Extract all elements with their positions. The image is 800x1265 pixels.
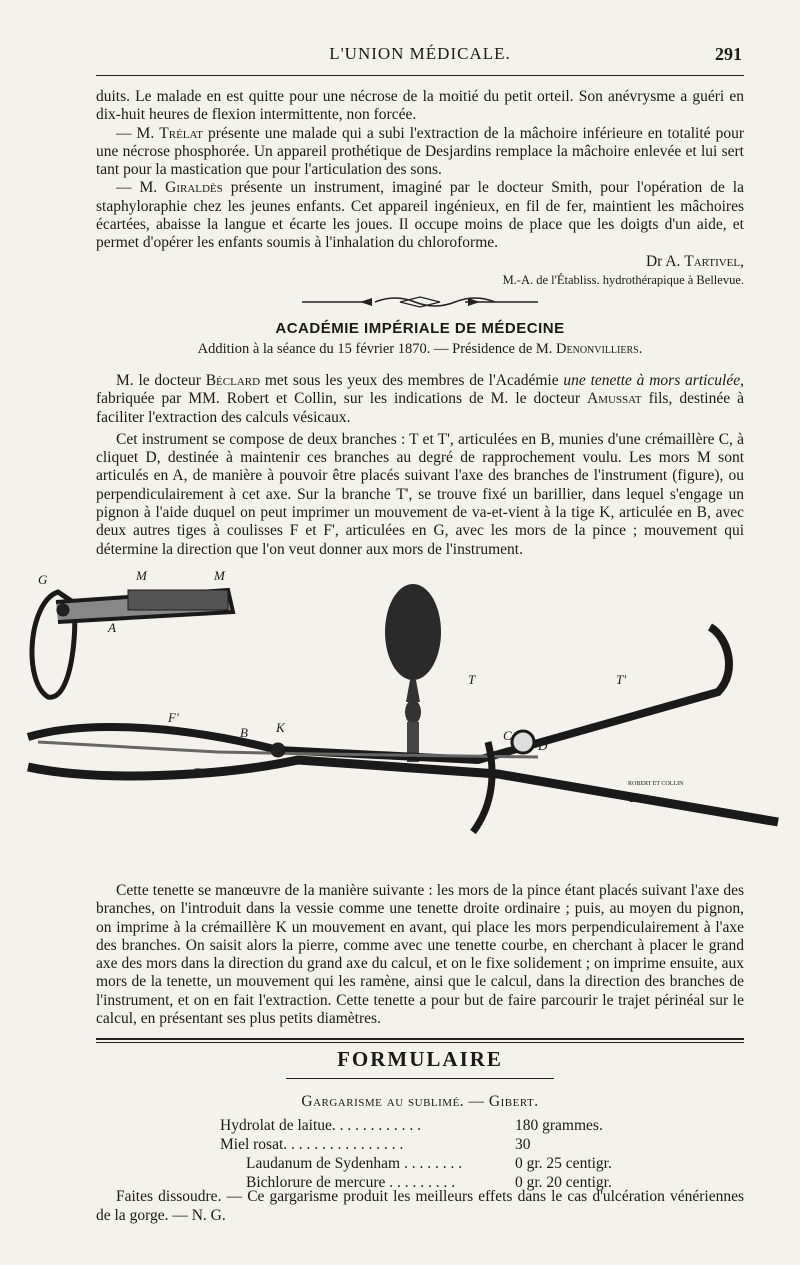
lithotomy-forceps-figure xyxy=(18,562,788,862)
academie-paragraph-1: M. le docteur Béclard met sous les yeux des membres de l'Académie une tenette à mors articulée, fabriquée par MM. Robert et Collin, sur les indications de M. le docteur Amussat fils, destinée à faciliter l'extraction des calculs vésicaux. xyxy=(96,372,745,426)
figure-label-f-prime: F' xyxy=(168,710,179,725)
signature: Dr A. Tartivel, xyxy=(645,252,744,270)
ingredient-name: Laudanum de Sydenham . . . . . . . . xyxy=(246,1155,463,1172)
pinion-handle xyxy=(385,584,441,762)
recipe-list xyxy=(220,1116,690,1192)
figure-label-f: F xyxy=(193,765,201,780)
intro-paragraph-3: — M. Giraldès présente un instrument, imaginé par le docteur Smith, pour l'opération de la staphyloraphie chez les jeunes enfants. Cet appareil ingénieux, en fil de fer, maintient les mâchoires écartées, abaisse la langue et écarte les joues. Il occupe moins de place que les doigts d'un aide, et permet d'opérer les enfants soumis à l'inhalation du chloroforme. xyxy=(96,179,744,252)
ornament-divider xyxy=(300,293,540,311)
figure-label-m2: M xyxy=(214,568,225,583)
figure-label-d: D xyxy=(538,738,548,753)
signature-affiliation: M.-A. de l'Établiss. hydrothérapique à Bellevue. xyxy=(502,272,744,287)
formulaire-title: FORMULAIRE xyxy=(337,1047,503,1071)
figure-label-t2: T xyxy=(628,790,636,805)
jaw-detail-drawing xyxy=(32,590,233,697)
academie-title: ACADÉMIE IMPÉRIALE DE MÉDECINE xyxy=(275,320,565,337)
recipe-row xyxy=(220,1116,690,1135)
figure-label-m: M xyxy=(136,568,147,583)
figure-label-a: A xyxy=(108,620,116,635)
ingredient-name: Miel rosat. . . . . . . . . . . . . . . . xyxy=(220,1136,404,1153)
intro-section xyxy=(96,88,744,289)
ingredient-quantity: 30 xyxy=(515,1136,531,1153)
page-number: 291 xyxy=(715,44,742,64)
academie-body xyxy=(96,372,744,559)
recipe-row xyxy=(220,1154,690,1173)
running-head: L'UNION MÉDICALE. xyxy=(329,44,511,63)
formulaire-subtitle: Gargarisme au sublimé. — Gibert. xyxy=(301,1093,539,1110)
figure-label-t-prime: T' xyxy=(616,672,627,687)
figure-label-b: B xyxy=(240,725,248,740)
ingredient-name: Bichlorure de mercure . . . . . . . . . xyxy=(246,1174,456,1191)
author-name: Giraldès xyxy=(165,179,223,197)
ingredient-quantity: 0 gr. 25 centigr. xyxy=(515,1155,612,1172)
ingredient-name: Hydrolat de laitue. . . . . . . . . . . . xyxy=(220,1117,422,1134)
academie-body-continued xyxy=(96,882,744,1028)
recipe-row xyxy=(220,1135,690,1154)
header-rule xyxy=(96,75,744,76)
academie-paragraph-3: Cette tenette se manœuvre de la manière suivante : les mors de la pince étant placés suivant l'axe des branches, on l'introduit dans la vessie comme une tenette droite ordinaire ; puis, au moyen du pignon, on imprime à la crémaillère K un mouvement en avant, qui place les mors perpendiculairement à l'axe des branches. On saisit alors la pierre, comme avec une tenette courbe, en cherchant à placer le grand axe des mors dans la direction du grand axe du calcul, et on le fixe solidement ; on imprime ensuite, aux mors de la tenette, un mouvement qui les ramène, ainsi que le calcul, dans la direction des branches de l'instrument, et on en fait l'extraction. Cette tenette a pour but de faire parcourir le trajet périnéal sur le calcul, en présentant ses plus petits diamètres. xyxy=(96,882,744,1028)
figure-label-c: C xyxy=(503,728,512,743)
intro-paragraph-2: — M. Trélat présente une malade qui a subi l'extraction de la mâchoire inférieure en totalité pour une nécrose phosphorée. Un appareil prothétique de Desjardins remplace la mâchoire enlevée et lui sert tant pour la mastication que pour l'articulation des sons. xyxy=(96,124,744,179)
academie-paragraph-2: Cet instrument se compose de deux branches : T et T', articulées en B, munies d'une crémaillère C, à cliquet D, destinée à maintenir ces branches au degré de rapprochement voulu. Les mors M sont articulés en A, de manière à pouvoir être placés suivant l'axe des branches de l'instrument (figure), ou perpendiculairement à cet axe. Sur la branche T', se trouve fixé un barillier, dans lequel s'engage un pignon à l'aide duquel on peut imprimer un mouvement de va-et-vient à la tige K, articulée en B, avec deux autres tiges à coulisses F et F', articulées en G, avec les mors de la pince ; mouvement qui détermine la direction que l'on veut donner aux mors de l'instrument. xyxy=(96,430,744,558)
formulaire-closing: Faites dissoudre. — Ce gargarisme produit les meilleurs effets dans le cas d'ulcération vénériennes de la gorge. — N. G. xyxy=(96,1188,744,1224)
ingredient-quantity: 180 grammes. xyxy=(515,1117,603,1134)
figure-label-t: T xyxy=(468,672,476,687)
figure-label-g: G xyxy=(38,572,48,587)
engraver-credit: ROBERT ET COLLIN xyxy=(628,781,684,787)
section-rule-top-thin xyxy=(96,1042,744,1043)
ingredient-quantity: 0 gr. 20 centigr. xyxy=(515,1174,612,1191)
section-rule-top xyxy=(96,1038,744,1040)
figure-label-k: K xyxy=(276,720,285,735)
formulaire-underline xyxy=(286,1078,554,1079)
author-name: Trélat xyxy=(159,124,203,142)
intro-paragraph-1: duits. Le malade en est quitte pour une nécrose de la moitié du petit orteil. Son anévrysme a guéri en dix-huit heures de flexion intermittente, non forcée. xyxy=(96,88,744,124)
academie-subtitle: Addition à la séance du 15 février 1870. — Présidence de M. Denonvilliers. xyxy=(197,341,643,357)
page-header xyxy=(98,44,742,70)
